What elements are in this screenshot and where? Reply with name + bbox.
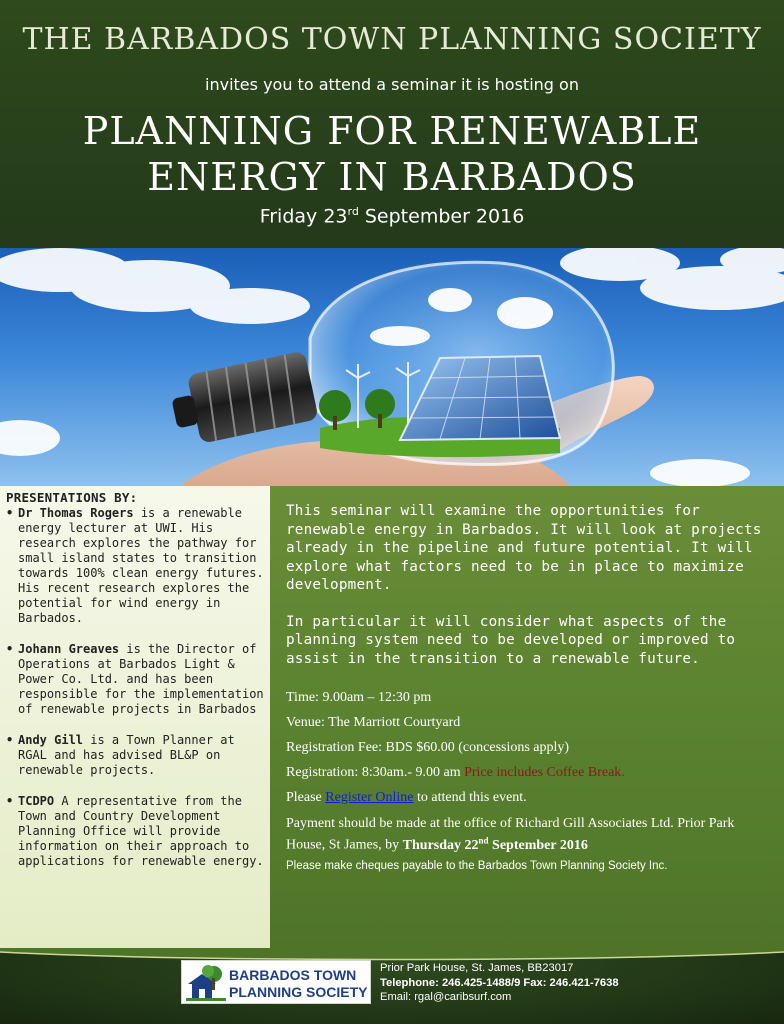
registration-fee: Registration Fee: BDS $60.00 (concessions apply) bbox=[286, 740, 570, 755]
presenter-bio: is the Director of Operations at Barbados Light & Power Co. Ltd. and has been responsible for the implementation of renewable projects in Barbados bbox=[18, 642, 264, 716]
event-venue: Venue: The Marriott Courtyard bbox=[286, 715, 461, 730]
bullet-icon: • bbox=[6, 794, 14, 808]
presenter-bio: A representative from the Town and Country Development Planning Office will provide information on their approach to applications for renewable energy. bbox=[18, 794, 264, 868]
bullet-icon: • bbox=[6, 733, 14, 747]
presenter-bio: is a Town Planner at RGAL and has advised BL&P on renewable projects. bbox=[18, 733, 235, 777]
presenter-item bbox=[6, 733, 264, 778]
presenter-name: Andy Gill bbox=[18, 733, 84, 747]
presenter-item bbox=[6, 506, 264, 626]
contact-phone-fax: Telephone: 246.425-1488/9 Fax: 246.421-7638 bbox=[380, 976, 619, 989]
logo-text-line-1: BARBADOS TOWN bbox=[229, 967, 357, 983]
payment-deadline-ordinal: nd bbox=[478, 835, 489, 845]
registration-time-text: Registration: 8:30am.- 9.00 am bbox=[286, 765, 465, 780]
event-date-ordinal: rd bbox=[347, 205, 359, 218]
event-time: Time: 9.00am – 12:30 pm bbox=[286, 690, 432, 705]
logo-text-line-2: PLANNING SOCIETY bbox=[229, 984, 368, 1000]
presenter-name: Dr Thomas Rogers bbox=[18, 506, 134, 520]
presentations-panel bbox=[0, 486, 270, 948]
seminar-focus: In particular it will consider what aspects of the planning system need to be developed or improved to assist in the transition to a renewable future. bbox=[286, 613, 736, 667]
event-details bbox=[286, 690, 770, 872]
event-title-line-1: PLANNING FOR RENEWABLE bbox=[82, 109, 702, 153]
house-tree-logo-icon bbox=[186, 964, 226, 1002]
seminar-description: This seminar will examine the opportunities for renewable energy in Barbados. It will look at projects already in the pipeline and future potential. It will explore what factors need to be in place to maximize development. bbox=[286, 503, 762, 593]
bullet-icon: • bbox=[6, 642, 14, 656]
contact-address: Prior Park House, St. James, BB23017 bbox=[380, 962, 574, 974]
payment-deadline bbox=[402, 835, 588, 853]
presenter-name: TCDPO bbox=[18, 794, 55, 808]
register-line bbox=[286, 790, 770, 806]
register-online-link[interactable]: Register Online bbox=[325, 790, 414, 805]
event-date-month-year: September 2016 bbox=[358, 205, 525, 228]
payment-text: Payment should be made at the office of Richard Gill Associates Ltd. Prior Park House, St James, by bbox=[286, 816, 735, 853]
presentations-heading: PRESENTATIONS BY: bbox=[6, 490, 138, 505]
invitation-line: invites you to attend a seminar it is hosting on bbox=[205, 75, 579, 94]
registration-time bbox=[286, 765, 770, 781]
bullet-icon: • bbox=[6, 506, 14, 520]
event-date-day: Friday 23 bbox=[259, 205, 348, 228]
presenter-bio: is a renewable energy lecturer at UWI. His research explores the pathway for small island states to transition towards 100% clean energy futures. His recent research explores the potential for wind energy in Barbados. bbox=[18, 506, 264, 625]
lightbulb-solar-icon bbox=[0, 248, 784, 486]
organisation-title: THE BARBADOS TOWN PLANNING SOCIETY bbox=[22, 22, 762, 57]
payment-deadline-month-year: September 2016 bbox=[488, 837, 588, 853]
contact-email: Email: rgal@caribsurf.com bbox=[380, 991, 512, 1003]
cheque-instructions: Please make cheques payable to the Barbados Town Planning Society Inc. bbox=[286, 859, 668, 872]
event-date bbox=[0, 205, 784, 227]
event-title-line-2: ENERGY IN BARBADOS bbox=[147, 155, 637, 199]
payment-instructions bbox=[286, 815, 770, 854]
hero-image bbox=[0, 248, 784, 486]
flyer-header bbox=[0, 0, 784, 248]
presenter-name: Johann Greaves bbox=[18, 642, 120, 656]
society-logo bbox=[181, 960, 371, 1004]
price-note: Price includes Coffee Break. bbox=[464, 765, 625, 780]
seminar-details-panel bbox=[270, 486, 784, 948]
contact-details bbox=[380, 961, 619, 1005]
event-title bbox=[0, 108, 784, 200]
payment-deadline-day: Thursday 22 bbox=[402, 837, 479, 853]
presenter-item bbox=[6, 794, 264, 869]
register-prefix: Please bbox=[286, 790, 326, 805]
presenter-item bbox=[6, 642, 264, 717]
register-suffix: to attend this event. bbox=[413, 790, 527, 805]
